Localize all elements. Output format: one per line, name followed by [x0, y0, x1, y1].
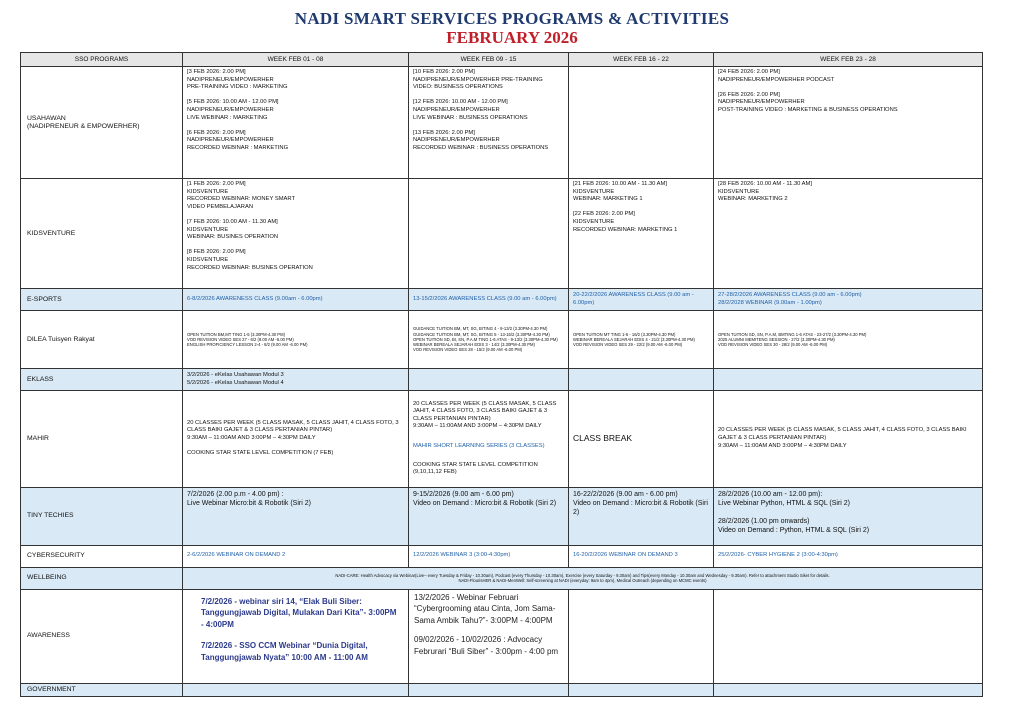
- cell-week-1: 3/2/2026 - eKelas Usahawan Modul 3 5/2/2026 - eKelas Usahawan Modul 4: [183, 369, 409, 391]
- cell-week-3: OPEN TUITION MT TING 1-5 - 16/2 (3.30PM-4.30 PM) WEBINAR BEREALA SEJARAH EDIS 4 - 21/2 (3.30PM-4.30 PM) VOD REVISION VIDEO SES 29 - 22/2 (9.00 AM -6.00 PM): [569, 311, 714, 369]
- cell-week-1: [183, 589, 409, 683]
- awareness-webinar-feb: 13/2/2026 - Webinar Februari “Cybergrooming atau Cinta, Jom Sama-Sama Ambik Tahu?”- 3:00PM - 4:00PM: [414, 592, 556, 625]
- row-wellbeing: [21, 567, 983, 589]
- cell-week-1: OPEN TUITION BM,MT TING 1-5 (3.30PM-4.30 PM) VOD REVISION VIDEO SES 27 - 6/2 (9.00 AM -6.00 PM) ENGLISH PROFICIENCY LESSON 2-4 - 8/2 (9.00 AM -6.00 PM): [183, 311, 409, 369]
- row-dilea: [21, 311, 983, 369]
- row-government: [21, 683, 983, 696]
- cell-week-1: 6-8/2/2026 AWARENESS CLASS (9.00am - 6.00pm): [183, 289, 409, 311]
- program-name: KIDSVENTURE: [21, 179, 183, 289]
- cell-week-3: [569, 683, 714, 696]
- cell-week-2: [409, 391, 569, 488]
- cell-week-3: 16-22/2/2026 (9.00 am - 6.00 pm) Video on Demand : Micro:bit & Robotik (Siri 2): [569, 487, 714, 545]
- cell-week-4: 27-28/2/2026 AWARENESS CLASS (9.00 am - 6.00pm) 28/2/2028 WEBINAR (9.00am - 1.00pm): [714, 289, 983, 311]
- cell-week-4: [28 FEB 2026: 10.00 AM - 11.30 AM] KIDSVENTURE WEBINAR: MARKETING 2: [714, 179, 983, 289]
- row-eklass: [21, 369, 983, 391]
- cell-week-4: 20 CLASSES PER WEEK (5 CLASS MASAK, 5 CLASS JAHIT, 4 CLASS FOTO, 3 CLASS BAIKI GAJET & 3 CLASS PERTANIAN PINTAR) 9:30AM – 11:00AM AND 3:00PM – 4:30PM DAILY: [714, 391, 983, 488]
- page-subtitle: FEBRUARY 2026: [446, 28, 578, 47]
- row-usahawan: [21, 67, 983, 179]
- row-cybersecurity: [21, 545, 983, 567]
- cell-week-4: [714, 369, 983, 391]
- row-tiny-techies: [21, 487, 983, 545]
- cell-week-4: OPEN TUITION SD, SN, P.A.M, BMTING 1-6 ATAS - 23-27/2 (3.30PM-4.30 PM) 2025 ALUMNI MEMITENG SESSION - 27/2 (3.30PM-4.30 PM) VOD REVISION VIDEO SES 30 - 28/2 (9.00 AM -6.00 PM): [714, 311, 983, 369]
- wellbeing-text: NADI-CARE: Health Advocacy via Webinar(Live– every Tuesday & Friday - 10.30am), Podcast (every Thursday - 10.30am), Exercise (every Saturday - 9.30am) and Tips(every Monday - 10.30am and Wednesday - 9.30am). Refer to attachment Studio Siket for details. NADI-FlourisHER & NADI-MenWell: Self-screening at NADI (everyday: 9am to 4pm), Medical Outreach (depending on MCMC events): [183, 567, 983, 589]
- program-name: MAHIR: [21, 391, 183, 488]
- mahir-short-series: MAHIR SHORT LEARNING SERIES (3 CLASSES): [413, 442, 545, 449]
- cell-week-2: 9-15/2/2026 (9.00 am - 6.00 pm) Video on Demand : Micro:bit & Robotik (Siri 2): [409, 487, 569, 545]
- cell-week-3: [21 FEB 2026: 10.00 AM - 11.30 AM] KIDSVENTURE WEBINAR: MARKETING 1 [22 FEB 2026: 2.00 PM] KIDSVENTURE RECORDED WEBINAR: MARKETING 1: [569, 179, 714, 289]
- cell-week-1: 7/2/2026 (2.00 p.m - 4.00 pm) : Live Webinar Micro:bit & Robotik (Siri 2): [183, 487, 409, 545]
- cell-week-2: 12/2/2026 WEBINAR 3 (3:00-4:30pm): [409, 545, 569, 567]
- cell-week-2: [409, 369, 569, 391]
- awareness-advocacy: 09/02/2026 - 10/02/2026 : Advocacy Februrari “Buli Siber” - 3:00pm - 4:00 pm: [414, 635, 559, 656]
- cell-week-4: [714, 589, 983, 683]
- program-name: GOVERNMENT: [21, 683, 183, 696]
- cell-week-2: [409, 179, 569, 289]
- page-title: NADI SMART SERVICES PROGRAMS & ACTIVITIES: [294, 9, 730, 28]
- cell-week-2: 13-15/2/2026 AWARENESS CLASS (9.00 am - 6.00pm): [409, 289, 569, 311]
- program-name: USAHAWAN (NADIPRENEUR & EMPOWERHER): [21, 67, 183, 179]
- program-name: AWARENESS: [21, 589, 183, 683]
- cell-week-2: [10 FEB 2026: 2.00 PM] NADIPRENEUR/EMPOWERHER PRE-TRAINING VIDEO: BUSINESS OPERATIONS [12 FEB 2026: 10.00 AM - 12.00 PM] NADIPRENEUR/EMPOWERHER LIVE WEBINAR : BUSINESS OPERATIONS [13 FEB 2026: 2.00 PM] NADIPRENEUR/EMPOWERHER RECORDED WEBINAR : BUSINESS OPERATIONS: [409, 67, 569, 179]
- program-name: E-SPORTS: [21, 289, 183, 311]
- cell-week-1: [3 FEB 2026: 2.00 PM] NADIPRENEUR/EMPOWERHER PRE-TRAINING VIDEO : MARKETING [5 FEB 2026: 10.00 AM - 12.00 PM] NADIPRENEUR/EMPOWERHER LIVE WEBINAR : MARKETING [6 FEB 2026: 2.00 PM] NADIPRENEUR/EMPOWERHER RECORDED WEBINAR : MARKETING: [183, 67, 409, 179]
- cell-week-1: 20 CLASSES PER WEEK (5 CLASS MASAK, 5 CLASS JAHIT, 4 CLASS FOTO, 3 CLASS BAIKI GAJET & 3 CLASS PERTANIAN PINTAR) 9:30AM – 11:00AM AND 3:00PM – 4:30PM DAILY COOKING STAR STATE LEVEL COMPETITION (7 FEB): [183, 391, 409, 488]
- cell-week-1: 2-6/2/2026 WEBINAR ON DEMAND 2: [183, 545, 409, 567]
- row-mahir: [21, 391, 983, 488]
- header-week-3: WEEK FEB 16 - 22: [569, 53, 714, 67]
- awareness-webinar-14: 7/2/2026 - webinar siri 14, “Elak Buli Siber: Tanggungjawab Digital, Mulakan Dari Kita”- 3:00PM - 4:00PM: [201, 596, 397, 629]
- cell-week-3: 20-22/2/2026 AWARENESS CLASS (9.00 am - 6.00pm): [569, 289, 714, 311]
- programs-table: [20, 52, 983, 697]
- row-awareness: [21, 589, 983, 683]
- header-week-2: WEEK FEB 09 - 15: [409, 53, 569, 67]
- mahir-competition: COOKING STAR STATE LEVEL COMPETITION (9,10,11,12 FEB): [413, 461, 538, 476]
- awareness-sso-ccm-webinar: 7/2/2026 - SSO CCM Webinar “Dunia Digital, Tanggungjawab Nyata” 10:00 AM - 11:00 AM: [201, 641, 368, 662]
- header-week-1: WEEK FEB 01 - 08: [183, 53, 409, 67]
- cell-week-3: 16-20/2/2026 WEBINAR ON DEMAND 3: [569, 545, 714, 567]
- row-esports: [21, 289, 983, 311]
- cell-week-3: CLASS BREAK: [569, 391, 714, 488]
- cell-week-3: [569, 589, 714, 683]
- cell-week-1: [1 FEB 2026: 2.00 PM] KIDSVENTURE RECORDED WEBINAR: MONEY SMART VIDEO PEMBELAJARAN [7 FEB 2026: 10.00 AM - 11.30 AM] KIDSVENTURE WEBINAR: BUSINES OPERATION [8 FEB 2026: 2.00 PM] KIDSVENTURE RECORDED WEBINAR: BUSINES OPERATION: [183, 179, 409, 289]
- cell-week-2: GUIDANCE TUITION BM, MT, SG, BITING 4 - 9-13/2 (3.30PM-4.30 PM) GUIDANCE TUITION BM, MT, SG, BITING 5 - 13-15/2 (3.30PM-4.30 PM) OPEN TUITION SD, BI, SN, P.A.M TING 1-6 ATAS - 9-13/2 (3.30PM-4.30 PM) WEBINAR BEREALA SEJARAH EDIS 3 - 14/2 (3.30PM-4.30 PM) VOD REVISION VIDEO SES 28 - 15/2 (9.00 AM -6.00 PM): [409, 311, 569, 369]
- cell-week-1: [183, 683, 409, 696]
- program-name: TINY TECHIES: [21, 487, 183, 545]
- cell-week-4: [714, 683, 983, 696]
- cell-week-2: [409, 683, 569, 696]
- cell-week-2: [409, 589, 569, 683]
- cell-week-3: [569, 67, 714, 179]
- header-week-4: WEEK FEB 23 - 28: [714, 53, 983, 67]
- program-name: EKLASS: [21, 369, 183, 391]
- mahir-classes-text: 20 CLASSES PER WEEK (5 CLASS MASAK, 5 CLASS JAHIT, 4 CLASS FOTO, 3 CLASS BAIKI GAJET & 3 CLASS PERTANIAN PINTAR) 9:30AM – 11:00AM AND 3:00PM – 4:30PM DAILY: [413, 400, 557, 430]
- cell-week-3: [569, 369, 714, 391]
- program-name: DILEA Tuisyen Rakyat: [21, 311, 183, 369]
- cell-week-4: 28/2/2026 (10.00 am - 12.00 pm): Live Webinar Python, HTML & SQL (Siri 2) 28/2/2026 (1.00 pm onwards) Video on Demand : Python, HTML & SQL (Siri 2): [714, 487, 983, 545]
- row-kidsventure: [21, 179, 983, 289]
- cell-week-4: [24 FEB 2026: 2.00 PM] NADIPRENEUR/EMPOWERHER PODCAST [26 FEB 2026: 2.00 PM] NADIPRENEUR/EMPOWERHER POST-TRAINING VIDEO : MARKETING & BUSINESS OPERATIONS: [714, 67, 983, 179]
- program-name: CYBERSECURITY: [21, 545, 183, 567]
- header-programs: SSO PROGRAMS: [21, 53, 183, 67]
- program-name: WELLBEING: [21, 567, 183, 589]
- header-row: [21, 53, 983, 67]
- cell-week-4: 25/2/2026- CYBER HYGIENE 2 (3:00-4:30pm): [714, 545, 983, 567]
